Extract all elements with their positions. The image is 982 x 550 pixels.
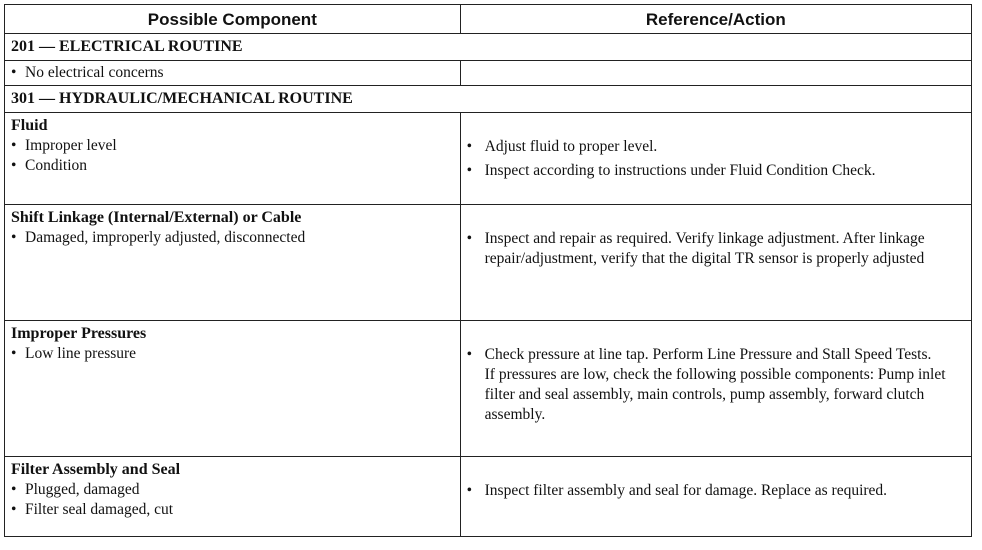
list-item: • Plugged, damaged: [11, 481, 140, 498]
table-row-linkage: [5, 205, 972, 321]
category-title: Fluid: [11, 117, 48, 134]
table-row-pressures: [5, 321, 972, 457]
action-item: • Inspect according to instructions under Fluid Condition Check.: [466, 162, 876, 179]
action-item: • Inspect filter assembly and seal for damage. Replace as required.: [466, 482, 888, 499]
action-item: • Adjust fluid to proper level.: [466, 138, 658, 155]
category-title: Shift Linkage (Internal/External) or Cable: [11, 209, 302, 226]
action-note: If pressures are low, check the following possible components: Pump inlet filter and seal assembly, main controls, pump assembly, forward clutch assembly.: [484, 366, 946, 423]
section-row-electrical: [5, 34, 972, 61]
action-item: • Inspect and repair as required. Verify linkage adjustment. After linkage repair/adjustment, verify that the digital TR sensor is properly adjusted: [466, 230, 925, 267]
category-title: Improper Pressures: [11, 325, 147, 342]
diagnostic-table: [4, 4, 972, 537]
list-item: • Damaged, improperly adjusted, disconnected: [11, 229, 306, 246]
list-item: • Filter seal damaged, cut: [11, 501, 174, 518]
list-item: • Improper level: [11, 137, 117, 154]
section-title-hydraulic: 301 — HYDRAULIC/MECHANICAL ROUTINE: [5, 86, 972, 113]
section-row-hydraulic: [5, 86, 972, 113]
action-item: • Check pressure at line tap. Perform Line Pressure and Stall Speed Tests.: [466, 346, 932, 363]
table-row-filter: [5, 457, 972, 537]
header-reference-action: Reference/Action: [460, 5, 971, 34]
list-item: • Condition: [11, 157, 88, 174]
table-header-row: [5, 5, 972, 34]
table-row-fluid: [5, 113, 972, 205]
header-possible-component: Possible Component: [5, 5, 461, 34]
list-item: • Low line pressure: [11, 345, 137, 362]
list-item: • No electrical concerns: [11, 64, 164, 81]
section-title-electrical: 201 — ELECTRICAL ROUTINE: [5, 34, 972, 61]
category-title: Filter Assembly and Seal: [11, 461, 181, 478]
table-row: [5, 61, 972, 86]
